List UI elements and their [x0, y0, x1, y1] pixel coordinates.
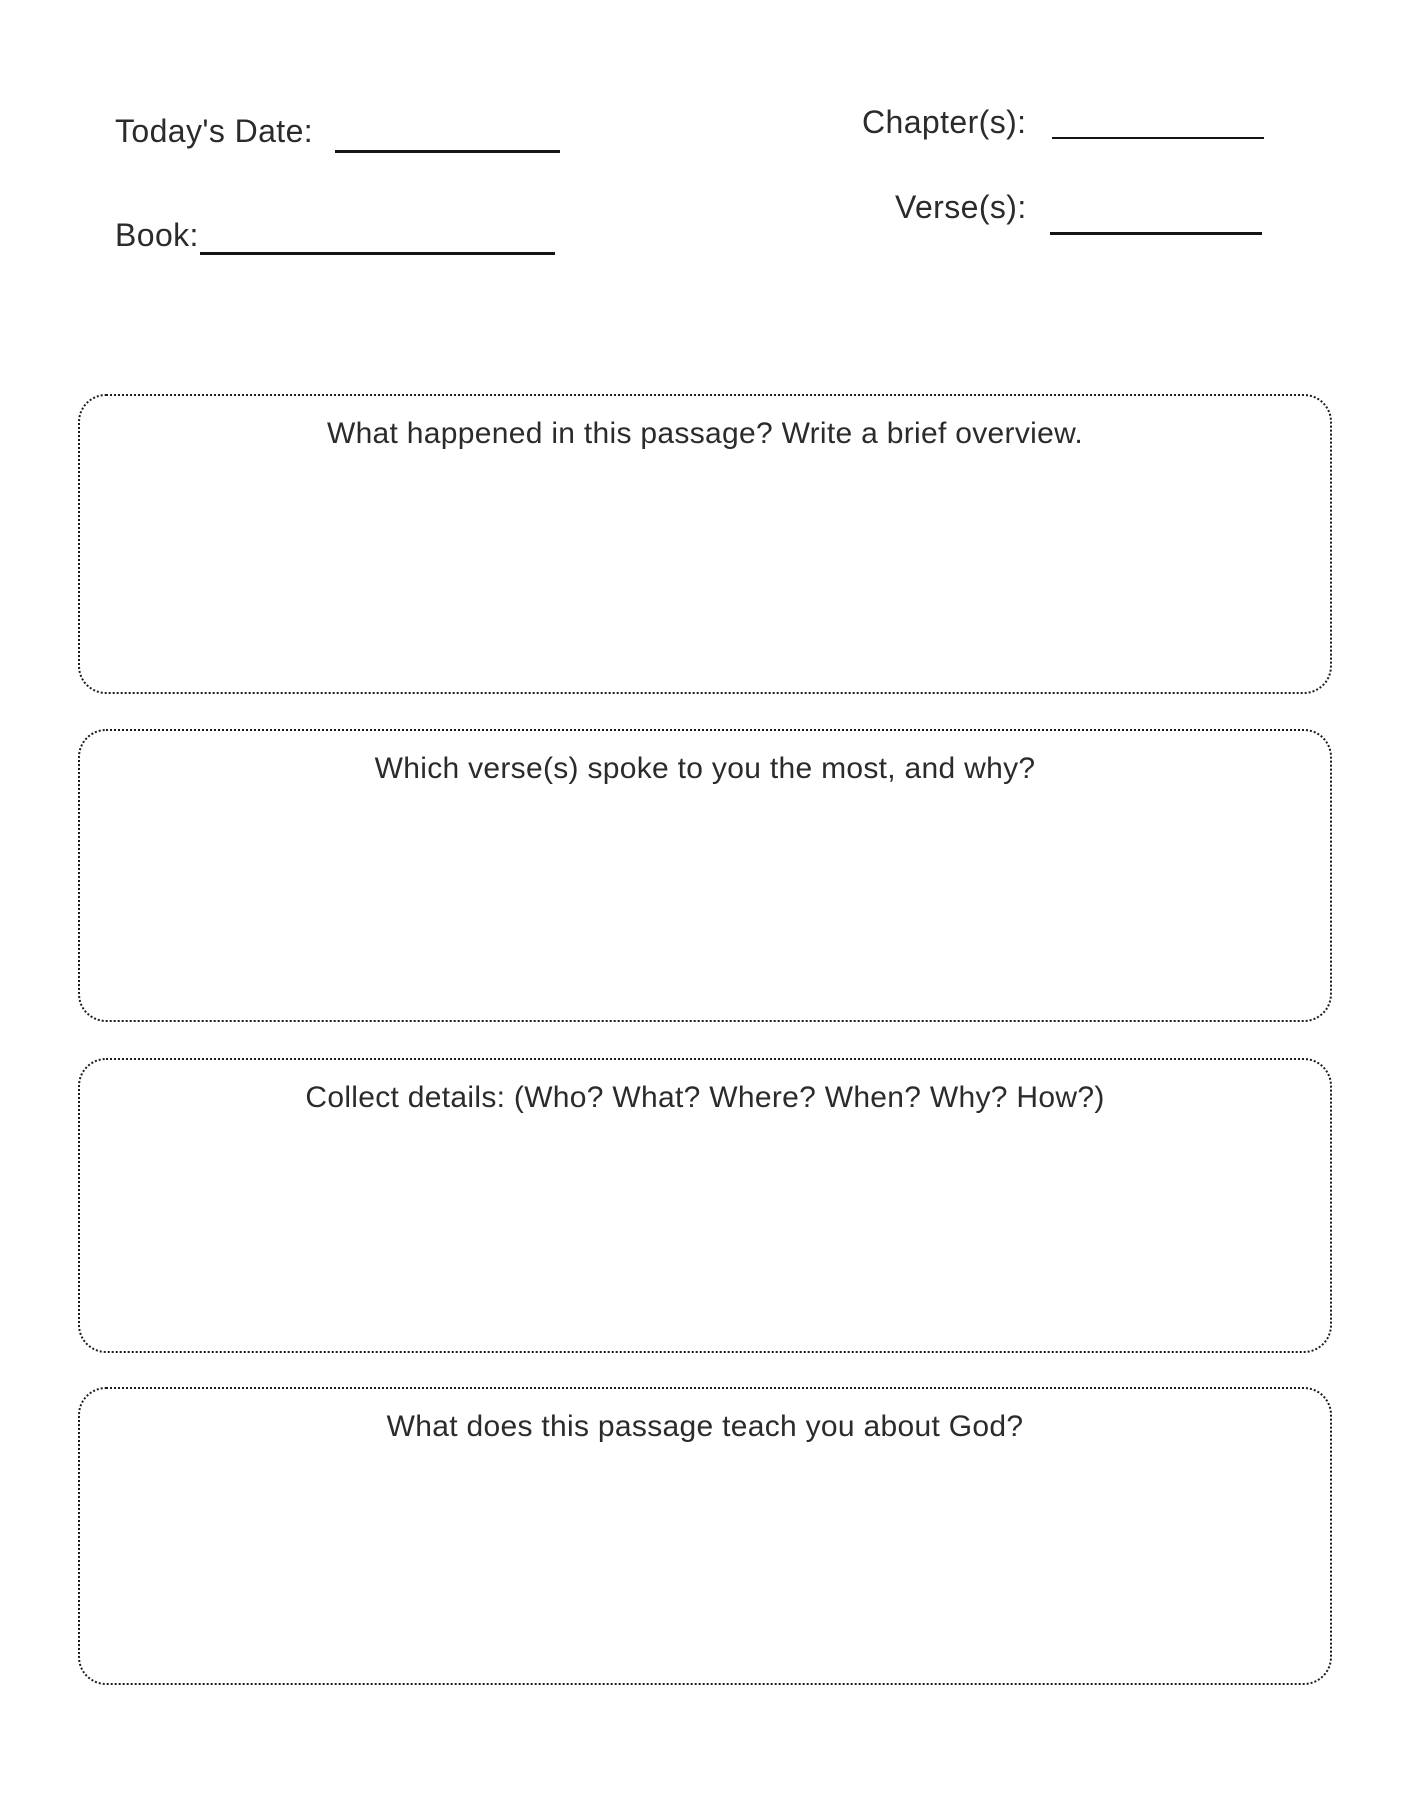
todays-date-label: Today's Date: — [115, 113, 314, 149]
favorite-verse-writing-area[interactable] — [80, 787, 1330, 1020]
passage-overview-title: What happened in this passage? Write a brief overview. — [326, 417, 1084, 450]
collect-details-section — [78, 1058, 1332, 1353]
collect-details-title: Collect details: (Who? What? Where? When? Why? How?) — [305, 1081, 1105, 1114]
teach-about-god-title: What does this passage teach you about God? — [386, 1410, 1024, 1443]
favorite-verse-section — [78, 729, 1332, 1022]
teach-about-god-section — [78, 1387, 1332, 1685]
passage-overview-section — [78, 394, 1332, 694]
book-label: Book: — [115, 217, 199, 253]
teach-about-god-writing-area[interactable] — [80, 1445, 1330, 1683]
passage-overview-writing-area[interactable] — [80, 452, 1330, 692]
collect-details-writing-area[interactable] — [80, 1116, 1330, 1351]
verses-label: Verse(s): — [895, 189, 1027, 225]
chapters-label: Chapter(s): — [862, 104, 1027, 140]
verses-blank-line[interactable] — [1050, 232, 1262, 235]
chapters-blank-line[interactable] — [1052, 137, 1264, 139]
todays-date-blank-line[interactable] — [335, 150, 560, 153]
favorite-verse-title: Which verse(s) spoke to you the most, and why? — [374, 752, 1036, 785]
book-blank-line[interactable] — [200, 252, 555, 255]
